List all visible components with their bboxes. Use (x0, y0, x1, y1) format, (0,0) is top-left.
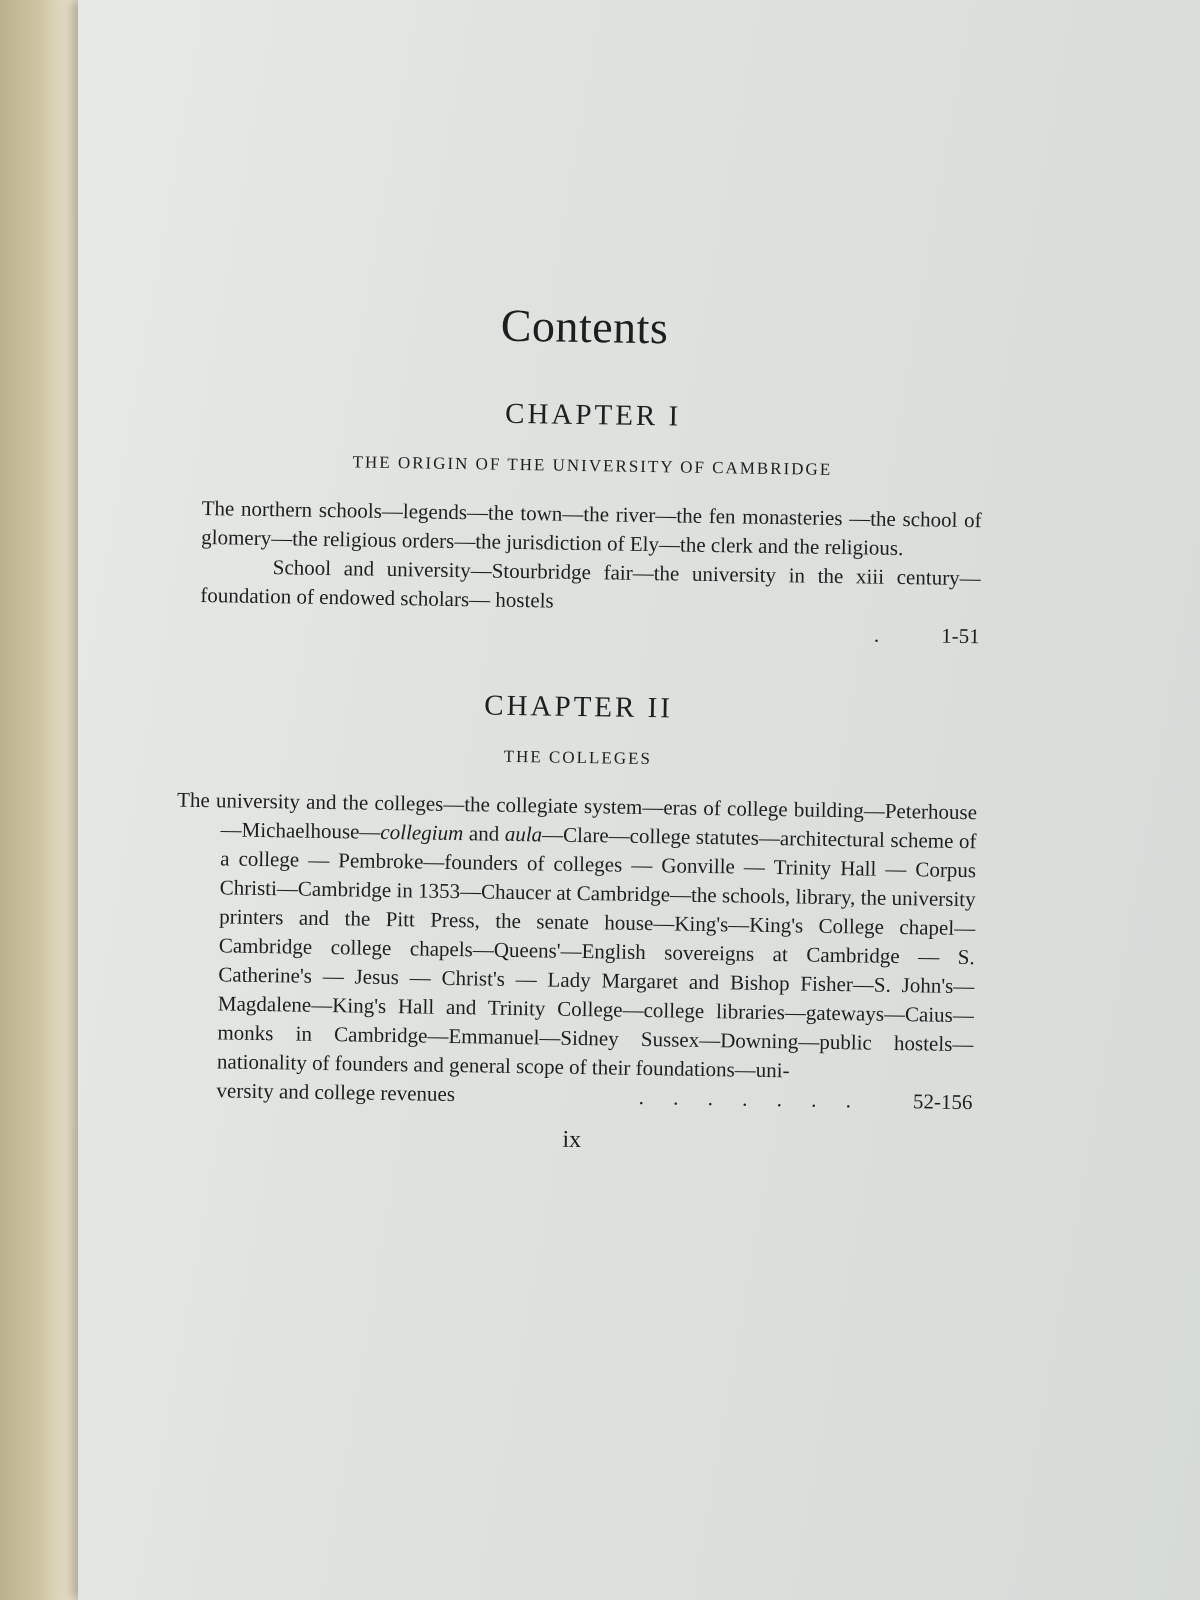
chapter-2-entry (172, 685, 978, 1118)
italic-term: aula (504, 821, 543, 847)
book-spine-edge (0, 0, 90, 1600)
chapter-summary (173, 786, 977, 1089)
summary-text-start: The university and the colleges—the collegiate system—eras of college building—Peterhouse—Michaelhouse— (176, 787, 978, 844)
summary-text-rest: —Clare—college statutes—architectural scheme of a college — Pembroke—founders of colleges — Gonville — Trinity Hall — Corpus Christi—Cambridge in 1353—Chaucer at Cambridge—the schools, library, the university printers and the Pitt Press, the senate house—King's—King's College chapel—Cambridge college chapels—Queens'—English sovereigns at Cambridge — S. Catherine's — Jesus — Christ's — Lady Margaret and Bishop Fisher—S. John's—Magdalene—King's Hall and Trinity College—college libraries—gateways—Caius—monks in Cambridge—Emmanuel—Sidney Sussex—Downing—public hostels—nationality of founders and general scope of their foundations—uni- (216, 822, 977, 1083)
chapter-summary-text: School and university—Stourbridge fair—the university in the xiii century—foundation of endowed scholars— hostels (200, 555, 981, 613)
dot-leader: . (873, 622, 892, 647)
chapter-heading: CHAPTER I (504, 397, 682, 433)
chapter-1-entry (180, 393, 984, 652)
page-title: Contents (500, 299, 669, 354)
page-range: 1-51 (941, 623, 980, 649)
summary-last-line: versity and college revenues (216, 1078, 456, 1107)
page-number: ix (562, 1126, 582, 1154)
chapter-subtitle: THE ORIGIN OF THE UNIVERSITY OF CAMBRIDGE (352, 452, 833, 479)
page-range: 52-156 (912, 1089, 973, 1115)
chapter-subtitle: THE COLLEGES (503, 746, 653, 769)
summary-text-joiner: and (463, 821, 506, 846)
italic-term: collegium (380, 819, 464, 846)
chapter-summary: The northern schools—legends—the town—the river—the fen monasteries —the school of glomery—the religious orders—the jurisdiction of Ely—the clerk and the religious. (201, 496, 982, 561)
dot-leader: . . . . . . . (638, 1084, 864, 1113)
contents-page (172, 294, 985, 1160)
chapter-heading: CHAPTER II (484, 689, 674, 725)
